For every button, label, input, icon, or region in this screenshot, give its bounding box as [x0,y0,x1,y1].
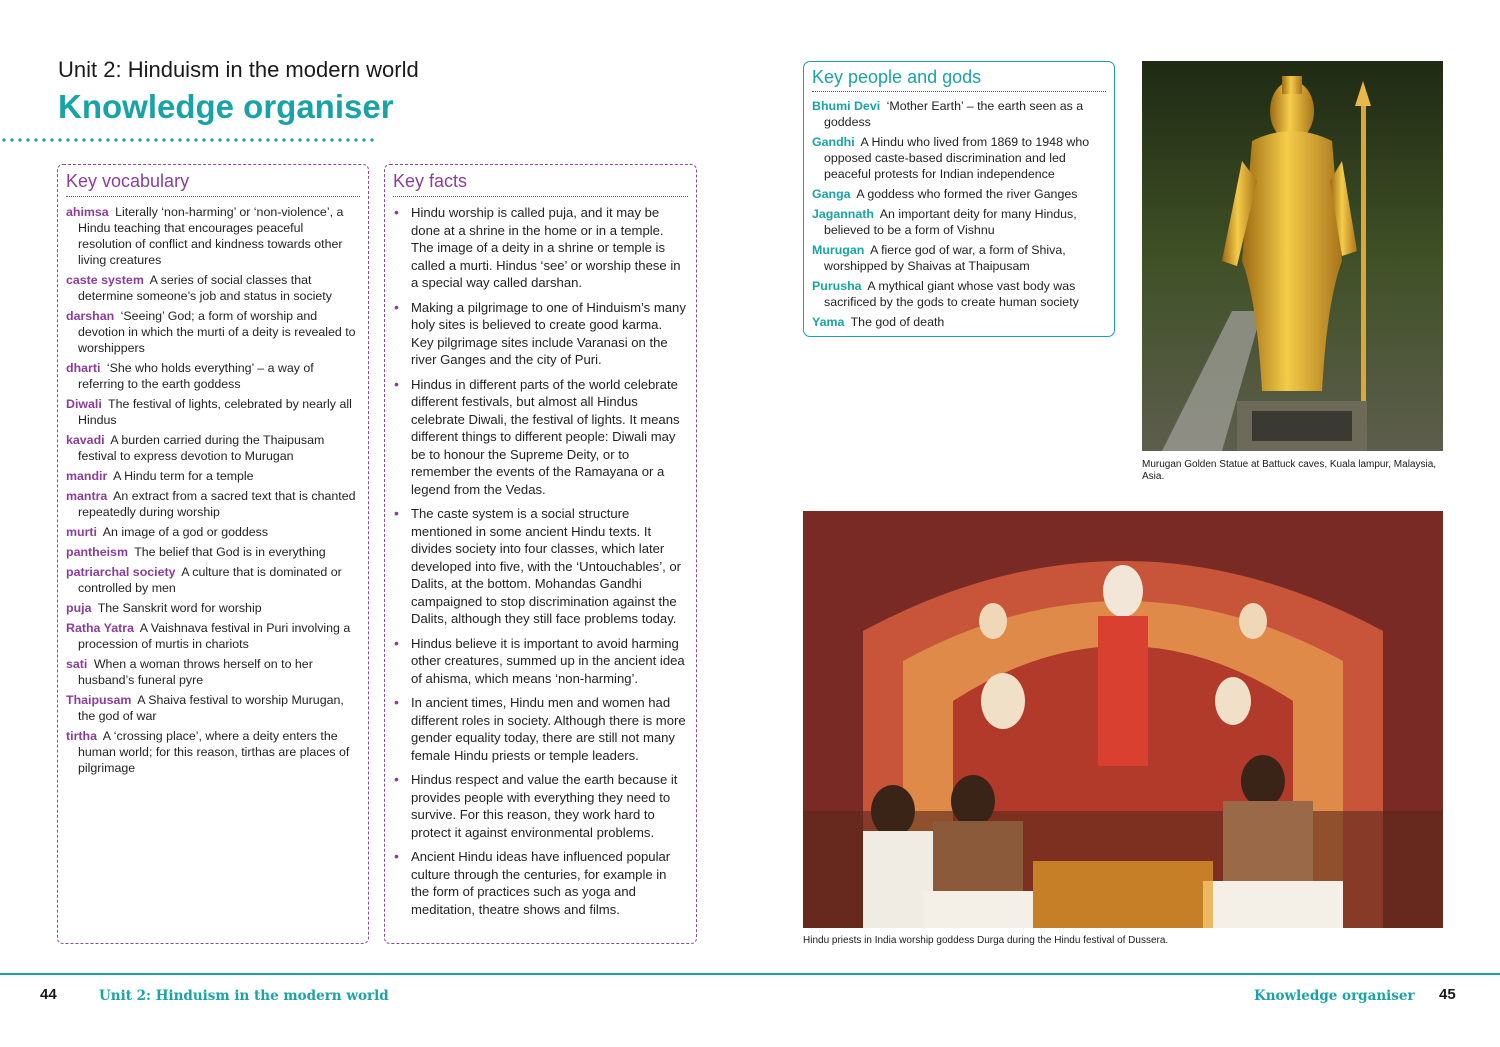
vocab-definition: ‘Seeing’ God; a form of worship and devotion in which the murti of a deity is revealed to worshippers [78,309,356,355]
people-entry [812,242,1106,274]
fact-item: • Hindus believe it is important to avoid harming other creatures, summed up in the ancient idea of ahisma, which means ‘non-harming’. [411,635,688,688]
fact-item: • The caste system is a social structure mentioned in some ancient Hindu texts. It divides society into four classes, which later developed into five, with the ‘Untouchables’, or Dalits, at the bottom. Mohandas Gandhi campaigned to stop discrimination against the Dalits, although they still face problems today. [411,505,688,628]
right-running-title: Knowledge organiser [1254,988,1415,1004]
left-running-title: Unit 2: Hinduism in the modern world [99,988,389,1004]
key-vocabulary-heading: Key vocabulary [66,171,360,197]
page-title: Knowledge organiser [58,88,394,125]
vocab-term: caste system [66,273,144,287]
fact-item: • Hindu worship is called puja, and it may be done at a shrine in the home or in a temple. The image of a deity in a shrine or temple is called a murti. Hindus ‘see’ or worship these in a special way called darshan. [411,204,688,292]
durga-illustration [803,511,1443,928]
vocab-entry [66,544,360,560]
vocab-term: dharti [66,361,101,375]
vocab-entry [66,308,360,356]
people-entry [812,314,1106,330]
vocab-term: Ratha Yatra [66,621,134,635]
vocab-entry [66,564,360,596]
vocab-term: sati [66,657,88,671]
vocab-term: mantra [66,489,108,503]
vocab-term: ahimsa [66,205,109,219]
people-definition: A goddess who formed the river Ganges [856,187,1078,201]
vocab-term: puja [66,601,92,615]
vocab-term: tirtha [66,729,97,743]
people-term: Purusha [812,279,862,293]
vocab-definition: An extract from a sacred text that is chanted repeatedly during worship [78,489,356,519]
vocab-term: pantheism [66,545,128,559]
people-entry [812,206,1106,238]
vocab-definition: The festival of lights, celebrated by nearly all Hindus [78,397,352,427]
key-facts-box [384,164,697,944]
vocab-definition: The Sanskrit word for worship [97,601,262,615]
vocab-entry [66,204,360,268]
vocab-term: kavadi [66,433,105,447]
vocab-term: patriarchal society [66,565,176,579]
people-term: Ganga [812,187,851,201]
people-definition: A mythical giant whose vast body was sacrificed by the gods to create human society [824,279,1079,309]
key-people-box [803,61,1115,337]
statue-illustration [1142,61,1443,451]
dotted-divider [0,137,378,143]
footer-rule [0,973,1500,975]
vocab-entry [66,272,360,304]
key-people-heading: Key people and gods [812,67,1106,92]
people-entry [812,278,1106,310]
right-page-number: 45 [1439,986,1456,1003]
fact-item: • In ancient times, Hindu men and women had different roles in society. Although there is more gender equality today, there are still not many female Hindu priests or temple leaders. [411,694,688,764]
facts-list [393,204,688,918]
vocab-entry [66,656,360,688]
vocab-term: mandir [66,469,108,483]
vocab-definition: Literally ‘non-harming’ or ‘non-violence’, a Hindu teaching that encourages peaceful resolution of conflict and kindness towards other living creatures [78,205,344,267]
people-list [812,98,1106,330]
vocab-entry [66,692,360,724]
vocab-entry [66,488,360,520]
vocab-entry [66,432,360,464]
people-term: Yama [812,315,845,329]
vocab-entry [66,396,360,428]
key-facts-heading: Key facts [393,171,688,197]
left-page-number: 44 [40,986,57,1003]
key-vocabulary-box [57,164,369,944]
durga-worship-photo [803,511,1443,928]
vocab-definition: A ‘crossing place’, where a deity enters the human world; for this reason, tirthas are places of pilgrimage [78,729,350,775]
vocab-term: murti [66,525,97,539]
vocab-term: Thaipusam [66,693,132,707]
durga-caption: Hindu priests in India worship goddess Durga during the Hindu festival of Dussera. [803,935,1169,946]
people-entry [812,134,1106,182]
fact-item: • Making a pilgrimage to one of Hinduism’s many holy sites is believed to create good karma. Key pilgrimage sites include Varanasi on the river Ganges and the city of Puri. [411,299,688,369]
people-definition: The god of death [850,315,945,329]
vocab-definition: An image of a god or goddess [102,525,269,539]
vocab-entry [66,728,360,776]
vocab-entry [66,468,360,484]
people-entry [812,98,1106,130]
people-definition: ‘Mother Earth’ – the earth seen as a goddess [824,99,1084,129]
people-entry [812,186,1106,202]
vocab-definition: The belief that God is in everything [134,545,326,559]
vocab-definition: A culture that is dominated or controlled by men [78,565,342,595]
people-term: Jagannath [812,207,874,221]
people-definition: An important deity for many Hindus, believed to be a form of Vishnu [824,207,1077,237]
vocab-definition: A Shaiva festival to worship Murugan, the god of war [78,693,344,723]
unit-title: Unit 2: Hinduism in the modern world [58,57,419,82]
people-definition: A Hindu who lived from 1869 to 1948 who opposed caste-based discrimination and led peaceful protests for Indian independence [824,135,1090,181]
people-term: Bhumi Devi [812,99,881,113]
people-term: Murugan [812,243,865,257]
vocab-definition: A series of social classes that determine someone’s job and status in society [78,273,332,303]
vocab-definition: ‘She who holds everything’ – a way of referring to the earth goddess [78,361,314,391]
people-definition: A fierce god of war, a form of Shiva, worshipped by Shaivas at Thaipusam [824,243,1066,273]
vocab-entry [66,620,360,652]
fact-item: • Hindus respect and value the earth because it provides people with everything they need to survive. For this reason, they work hard to protect it against environmental problems. [411,771,688,841]
vocab-entry [66,524,360,540]
vocab-term: darshan [66,309,115,323]
statue-caption: Murugan Golden Statue at Battuck caves, Kuala lampur, Malaysia, Asia. [1142,459,1437,482]
vocab-entry [66,600,360,616]
fact-item: • Hindus in different parts of the world celebrate different festivals, but almost all Hindus celebrate Diwali, the festival of lights. It means different things to different people: Diwali may be to honour the Supreme Deity, or to remember the events of the Ramayana or a legend from the Vedas. [411,376,688,499]
people-term: Gandhi [812,135,855,149]
vocab-definition: When a woman throws herself on to her husband’s funeral pyre [78,657,313,687]
vocab-definition: A burden carried during the Thaipusam festival to express devotion to Murugan [78,433,325,463]
murugan-statue-photo [1142,61,1443,451]
vocabulary-list [66,204,360,776]
vocab-entry [66,360,360,392]
fact-item: • Ancient Hindu ideas have influenced popular culture through the centuries, for example in the form of practices such as yoga and meditation, theatre shows and films. [411,848,688,918]
vocab-term: Diwali [66,397,102,411]
vocab-definition: A Vaishnava festival in Puri involving a procession of murtis in chariots [78,621,351,651]
vocab-definition: A Hindu term for a temple [113,469,254,483]
